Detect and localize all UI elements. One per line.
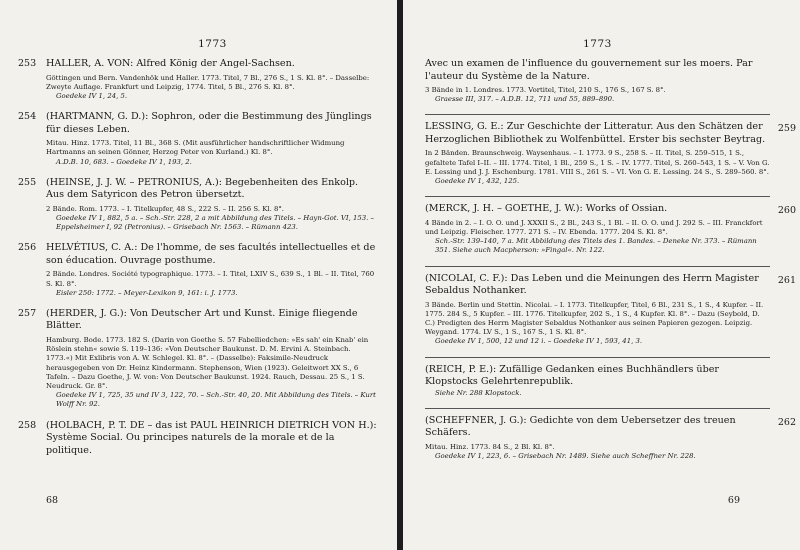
entry-details: 3 Bände in 1. Londres. 1773. Vortitel, Titel, 210 S., 176 S., 167 S. 8°.: [425, 86, 666, 94]
catalog-entry: [18, 111, 379, 167]
divider: [425, 114, 770, 115]
entry-details: Hamburg. Bode. 1773. 182 S. (Darin von Goethe S. 57 Fabelliedchen: »Es sah' ein Knab' ein Röslein stehn« sowie S. 119–136: »Von Deutscher Baukunst. D. M. Ervini A. Steinbach. 1773.«) Mit Exlibris von A. W. Schlegel. Kl. 8°. – (Dasselbe): Faksimile-Neudruck herausgegeben von Dr. Heinz Kindermann. Stephenson, Wien (1923). Geleitwort XX S., 6 Tafeln. – Dazu Goethe, J. W. von: Von Deutscher Baukunst. 1924. Rauch, Dessau. 25 S., 1 S. Neudruck. Gr. 8°.: [46, 335, 369, 390]
entry-title: (HEINSE, J. J. W. – PETRONIUS, A.): Begebenheiten des Enkolp. Aus dem Satyricon des Petron übersetzt.: [46, 176, 359, 201]
entry-title: LESSING, G. E.: Zur Geschichte der Litteratur. Aus den Schätzen der Herzoglichen Bibliothek zu Wolfenbüttel. Erster bis sechster Beytrag.: [425, 121, 766, 145]
entry-references: Siehe Nr. 288 Klopstock.: [435, 388, 522, 397]
divider: [425, 357, 770, 358]
page-year: 1773: [198, 38, 227, 50]
page-number: 68: [46, 495, 59, 506]
page-year: 1773: [583, 38, 612, 50]
left-page: [0, 0, 397, 550]
entry-title: (HOLBACH, P. T. DE – das ist PAUL HEINRICH DIETRICH VON H.): Système Social. Ou principes naturels de la morale et de la politique.: [46, 419, 377, 456]
entry-title: (HERDER, J. G.): Von Deutscher Art und Kunst. Einige fliegende Blätter.: [46, 307, 358, 332]
entry-references: Goedeke IV 1, 24, 5.: [56, 91, 128, 100]
entry-details: 2 Bände. Rom. 1773. – I. Titelkupfer, 48 S., 222 S. – II. 256 S. Kl. 8°.: [46, 204, 284, 213]
entry-details: Göttingen und Bern. Vandenhök und Haller. 1773. Titel, 7 Bl., 276 S., 1 S. Kl. 8°. – Dasselbe: Zweyte Auflage. Frankfurt und Leipzig, 1774. Titel, 5 Bl., 276 S. Kl. 8°.: [46, 73, 370, 91]
catalog-entry: [18, 242, 379, 298]
entry-title: Avec un examen de l'influence du gouvernement sur les moers. Par l'auteur du Système de la Nature.: [425, 58, 753, 82]
entry-title: (HARTMANN, G. D.): Sophron, oder die Bestimmung des Jünglings für dieses Leben.: [46, 111, 372, 135]
entry-title: (REICH, P. E.): Zufällige Gedanken eines Buchhändlers über Klopstocks Gelehrtenrepublik.: [425, 363, 720, 388]
entry-number: 260: [777, 205, 796, 217]
entry-details: Mitau. Hinz. 1773. 84 S., 2 Bl. Kl. 8°.: [425, 442, 555, 451]
entry-references: Goedeke IV 1, 725, 35 und IV 3, 122, 70. – Sch.-Str. 40, 20. Mit Abbildung des Titels. – Kurt Wolff Nr. 92.: [56, 391, 376, 409]
entry-number: 254: [18, 111, 37, 123]
entry-number: 258: [18, 419, 37, 431]
entry-references: Sch.-Str. 139–140, 7 a. Mit Abbildung des Titels des 1. Bandes. – Deneke Nr. 373. – Rümann 351. Siehe auch Macpherson: »Fingal«. Nr. 122.: [435, 237, 757, 255]
entry-number: 257: [18, 307, 37, 319]
entry-number: 261: [777, 274, 796, 286]
right-page: [403, 0, 800, 550]
catalog-entry: [425, 203, 796, 255]
catalog-entry-continuation: [425, 58, 770, 104]
entry-title: (MERCK, J. H. – GOETHE, J. W.): Works of Ossian.: [425, 203, 668, 215]
entry-title: HELVÉTIUS, C. A.: De l'homme, de ses facultés intellectuelles et de son éducation. Ouvrage posthume.: [46, 242, 376, 266]
entry-details: 2 Bände. Londres. Société typographique. 1773. – I. Titel, LXIV S., 639 S., 1 Bl. – II. Titel, 760 S. Kl. 8°.: [46, 270, 375, 288]
catalog-entry: [425, 272, 796, 347]
entry-references: Goedeke IV 1, 882, 5 a. – Sch.-Str. 228, 2 a mit Abbildung des Titels. – Hayn-Got. VI, 153. – Eppelsheimer I, 92 (Petronius). – Grisebach Nr. 1563. – Rümann 423.: [56, 213, 374, 232]
entry-details: Mitau. Hinz. 1773. Titel, 11 Bl., 368 S. (Mit ausführlicher handschriftlicher Widmung Hartmanns an seinen Gönner, Herzog Peter von Kurland.) Kl. 8°.: [46, 139, 345, 157]
entry-references: Graesse III, 317. – A.D.B. 12, 711 und 55, 889–890.: [435, 95, 615, 104]
entry-number: 256: [18, 242, 37, 254]
entry-title: (SCHEFFNER, J. G.): Gedichte von dem Uebersetzer des treuen Schäfers.: [425, 414, 736, 439]
catalog-entry: [425, 414, 796, 461]
catalog-entry: [425, 364, 770, 398]
catalog-entry: [18, 419, 379, 458]
catalog-entry: [18, 58, 379, 101]
entry-title: HALLER, A. VON: Alfred König der Angel-Sachsen.: [46, 58, 295, 69]
catalog-entry: [425, 121, 796, 186]
entry-title: (NICOLAI, C. F.): Das Leben und die Meinungen des Herrn Magister Sebaldus Nothanker.: [425, 272, 759, 297]
entry-references: Goedeke IV 1, 500, 12 und 12 i. – Goedeke IV 1, 593, 41, 3.: [435, 337, 643, 346]
entry-number: 255: [18, 176, 37, 188]
entry-number: 259: [777, 123, 796, 135]
divider: [425, 408, 770, 409]
divider: [425, 196, 770, 197]
entry-references: Goedeke IV 1, 223, 6. – Grisebach Nr. 1489. Siehe auch Scheffner Nr. 228.: [435, 451, 696, 460]
entry-references: Eisler 250: 1772. – Meyer-Lexikon 9, 161: i. J. 1773.: [56, 288, 238, 297]
entry-details: In 2 Bänden. Braunschweig. Waysenhaus. – I. 1773. 9 S., 258 S. – II. Titel, S. 259–515, 1 S., gefaltete Tafel I–II. – III. 1774. Titel, 1 Bl., 259 S., 1 S. – IV. 1777. Titel, S. 260–543, 1 S. – V. Von G. E. Lessing und J. J. Eschenburg. 1781. VIII S., 261 S. – VI. Von G. E. Lessing. 24 S., S. 289–560. 8°.: [425, 149, 770, 176]
entry-references: Goedeke IV 1, 432, 125.: [435, 177, 520, 186]
catalog-entry: [18, 176, 379, 233]
entry-number: 262: [777, 416, 796, 428]
page-number: 69: [727, 495, 740, 506]
divider: [425, 266, 770, 267]
entry-details: 4 Bände in 2. – I. O. O. und J. XXXII S., 2 Bl., 243 S., 1 Bl. – II. O. O. und J. 292 S. – III. Franckfort und Leipzig. Fleischer. 1777. 271 S. – IV. Ebenda. 1777. 204 S. Kl. 8°.: [425, 218, 763, 236]
entry-details: 3 Bände. Berlin und Stettin. Nicolai. – I. 1773. Titelkupfer, Titel, 6 Bl., 231 S., 1 S., 4 Kupfer. – II. 1775. 284 S., 5 Kupfer. – III. 1776. Titelkupfer, 202 S., 1 S., 4 Kupfer. Kl. 8°. – Dazu (Seybold, D. C.) Predigten des Herrn Magister Sebaldus Nothanker aus seinen Papieren gezogen. Leipzig. Weygand. 1774. LV S., 1 S., 167 S., 1 S. Kl. 8°.: [425, 300, 764, 337]
catalog-entry: [18, 307, 379, 410]
entry-references: A.D.B. 10, 683. – Goedeke IV 1, 193, 2.: [56, 157, 192, 166]
entry-number: 253: [18, 58, 37, 69]
